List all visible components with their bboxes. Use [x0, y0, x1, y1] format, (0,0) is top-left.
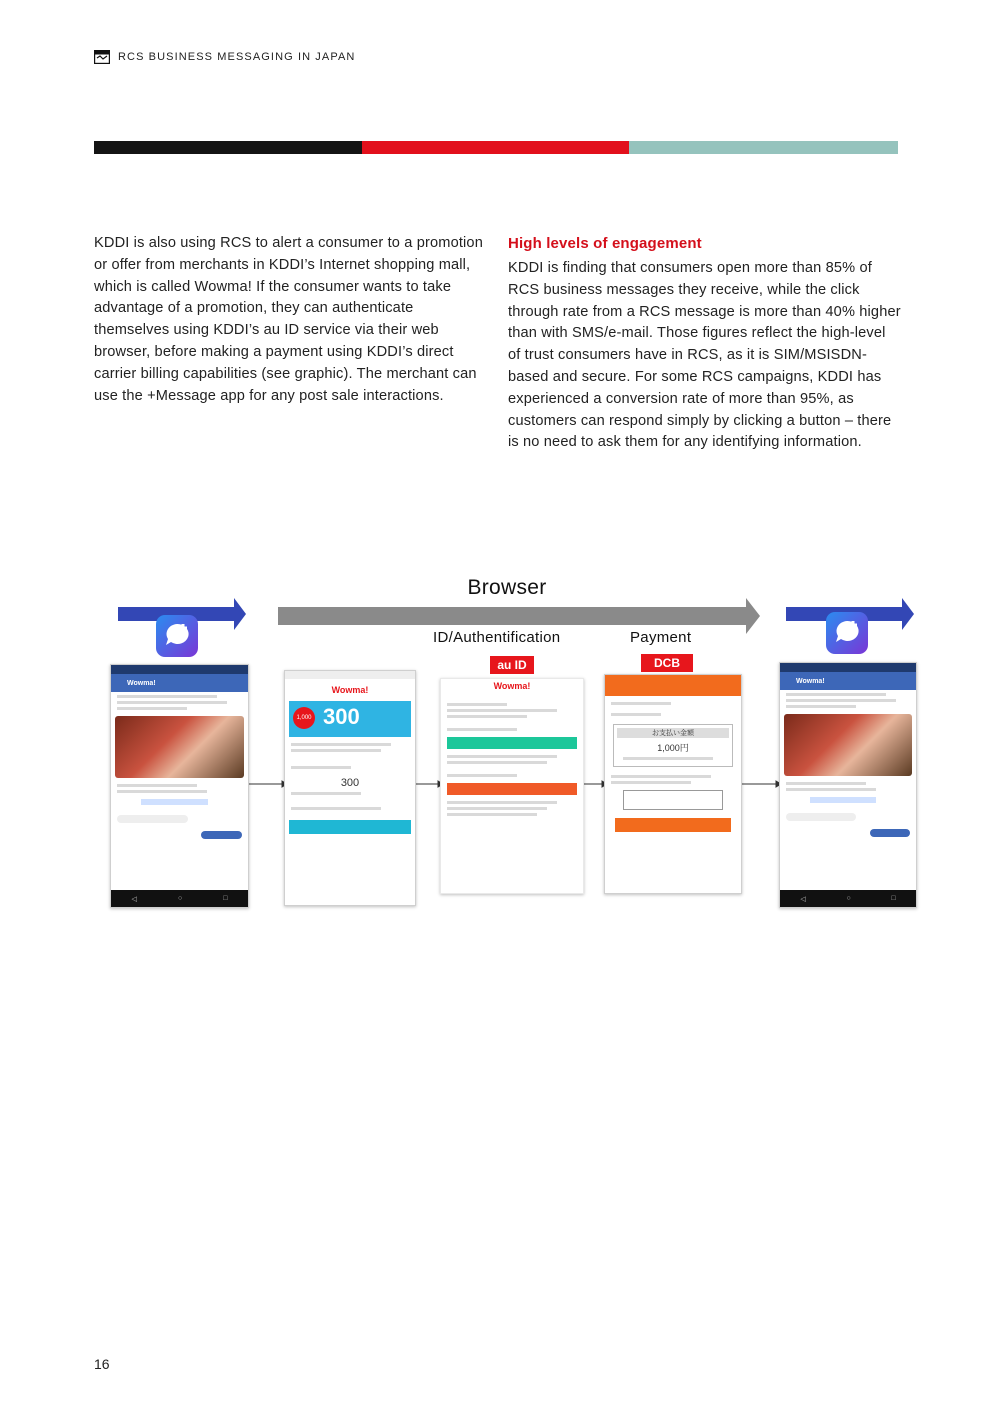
- page-header: [94, 50, 355, 64]
- auth-screen: [440, 678, 584, 894]
- color-bar-red: [362, 141, 629, 154]
- message-app-icon: [155, 614, 199, 658]
- price-box: [613, 724, 733, 767]
- message-app-icon-right: [825, 611, 869, 655]
- dcb-badge: DCB: [641, 654, 693, 672]
- price-amount: 1,000円: [657, 743, 689, 753]
- rcs-message-screen-final: Wowma! ◁ ○ □: [779, 662, 917, 908]
- food-image: [115, 716, 244, 778]
- engagement-heading: High levels of engagement: [508, 235, 702, 252]
- coupon-screen: [284, 670, 416, 906]
- auth-label: ID/Authentification: [433, 629, 561, 646]
- register-button[interactable]: [289, 820, 411, 834]
- price-label: お支払い金額: [617, 728, 729, 738]
- rcs-logo-icon: [94, 50, 110, 64]
- color-bar-teal: [629, 141, 898, 154]
- continue-button[interactable]: [447, 737, 577, 749]
- rcs-message-screen: Wowma! ◁ ○ □: [110, 664, 249, 908]
- chat-header-final: Wowma!: [780, 672, 916, 690]
- coupon-amount: 300: [340, 777, 360, 789]
- diagram-title: Browser: [467, 576, 547, 599]
- page-number: 16: [94, 1356, 110, 1372]
- pin-input[interactable]: [623, 790, 723, 810]
- left-paragraph: KDDI is also using RCS to alert a consumer to a promotion or offer from merchants in KDDI’s Internet shopping mall, which is called Wowma! If the consumer wants to take advantage of a promotion, they can authenticate themselves using KDDI’s au ID service via their web browser, before making a payment using KDDI’s direct carrier billing capabilities (see graphic). The merchant can use the +Message app for any post sale interactions.: [94, 235, 483, 404]
- wowma-logo: Wowma!: [331, 685, 369, 695]
- right-column: [508, 233, 902, 454]
- purchase-button[interactable]: [615, 818, 731, 832]
- payment-screen: [604, 674, 742, 894]
- auth-wowma-logo: Wowma!: [493, 681, 531, 691]
- coupon-banner: [289, 701, 411, 737]
- header-title: RCS BUSINESS MESSAGING IN JAPAN: [118, 51, 356, 63]
- au-id-badge: au ID: [490, 656, 534, 674]
- right-paragraph: KDDI is finding that consumers open more than 85% of RCS business messages they receive, while the click through rate from a RCS message is more than 40% higher than with SMS/e-mail. Those figures reflect the high-level of trust consumers have in RCS, as it is SIM/MSISDN-based and secure. For some RCS campaigns, KDDI has experienced a conversion rate of more than 95%, as customers can respond simply by clicking a button – there is no need to ask them for any identifying information.: [508, 260, 901, 451]
- coupon-value: 300: [323, 704, 360, 729]
- flow-diagram: [94, 574, 920, 914]
- chat-header: Wowma!: [111, 674, 248, 692]
- payment-label: Payment: [630, 629, 692, 646]
- coupon-badge: 1,000: [293, 707, 315, 729]
- color-bar-black: [94, 141, 362, 154]
- food-image-final: [784, 714, 912, 776]
- left-column: [94, 233, 488, 407]
- au-id-button[interactable]: [447, 783, 577, 795]
